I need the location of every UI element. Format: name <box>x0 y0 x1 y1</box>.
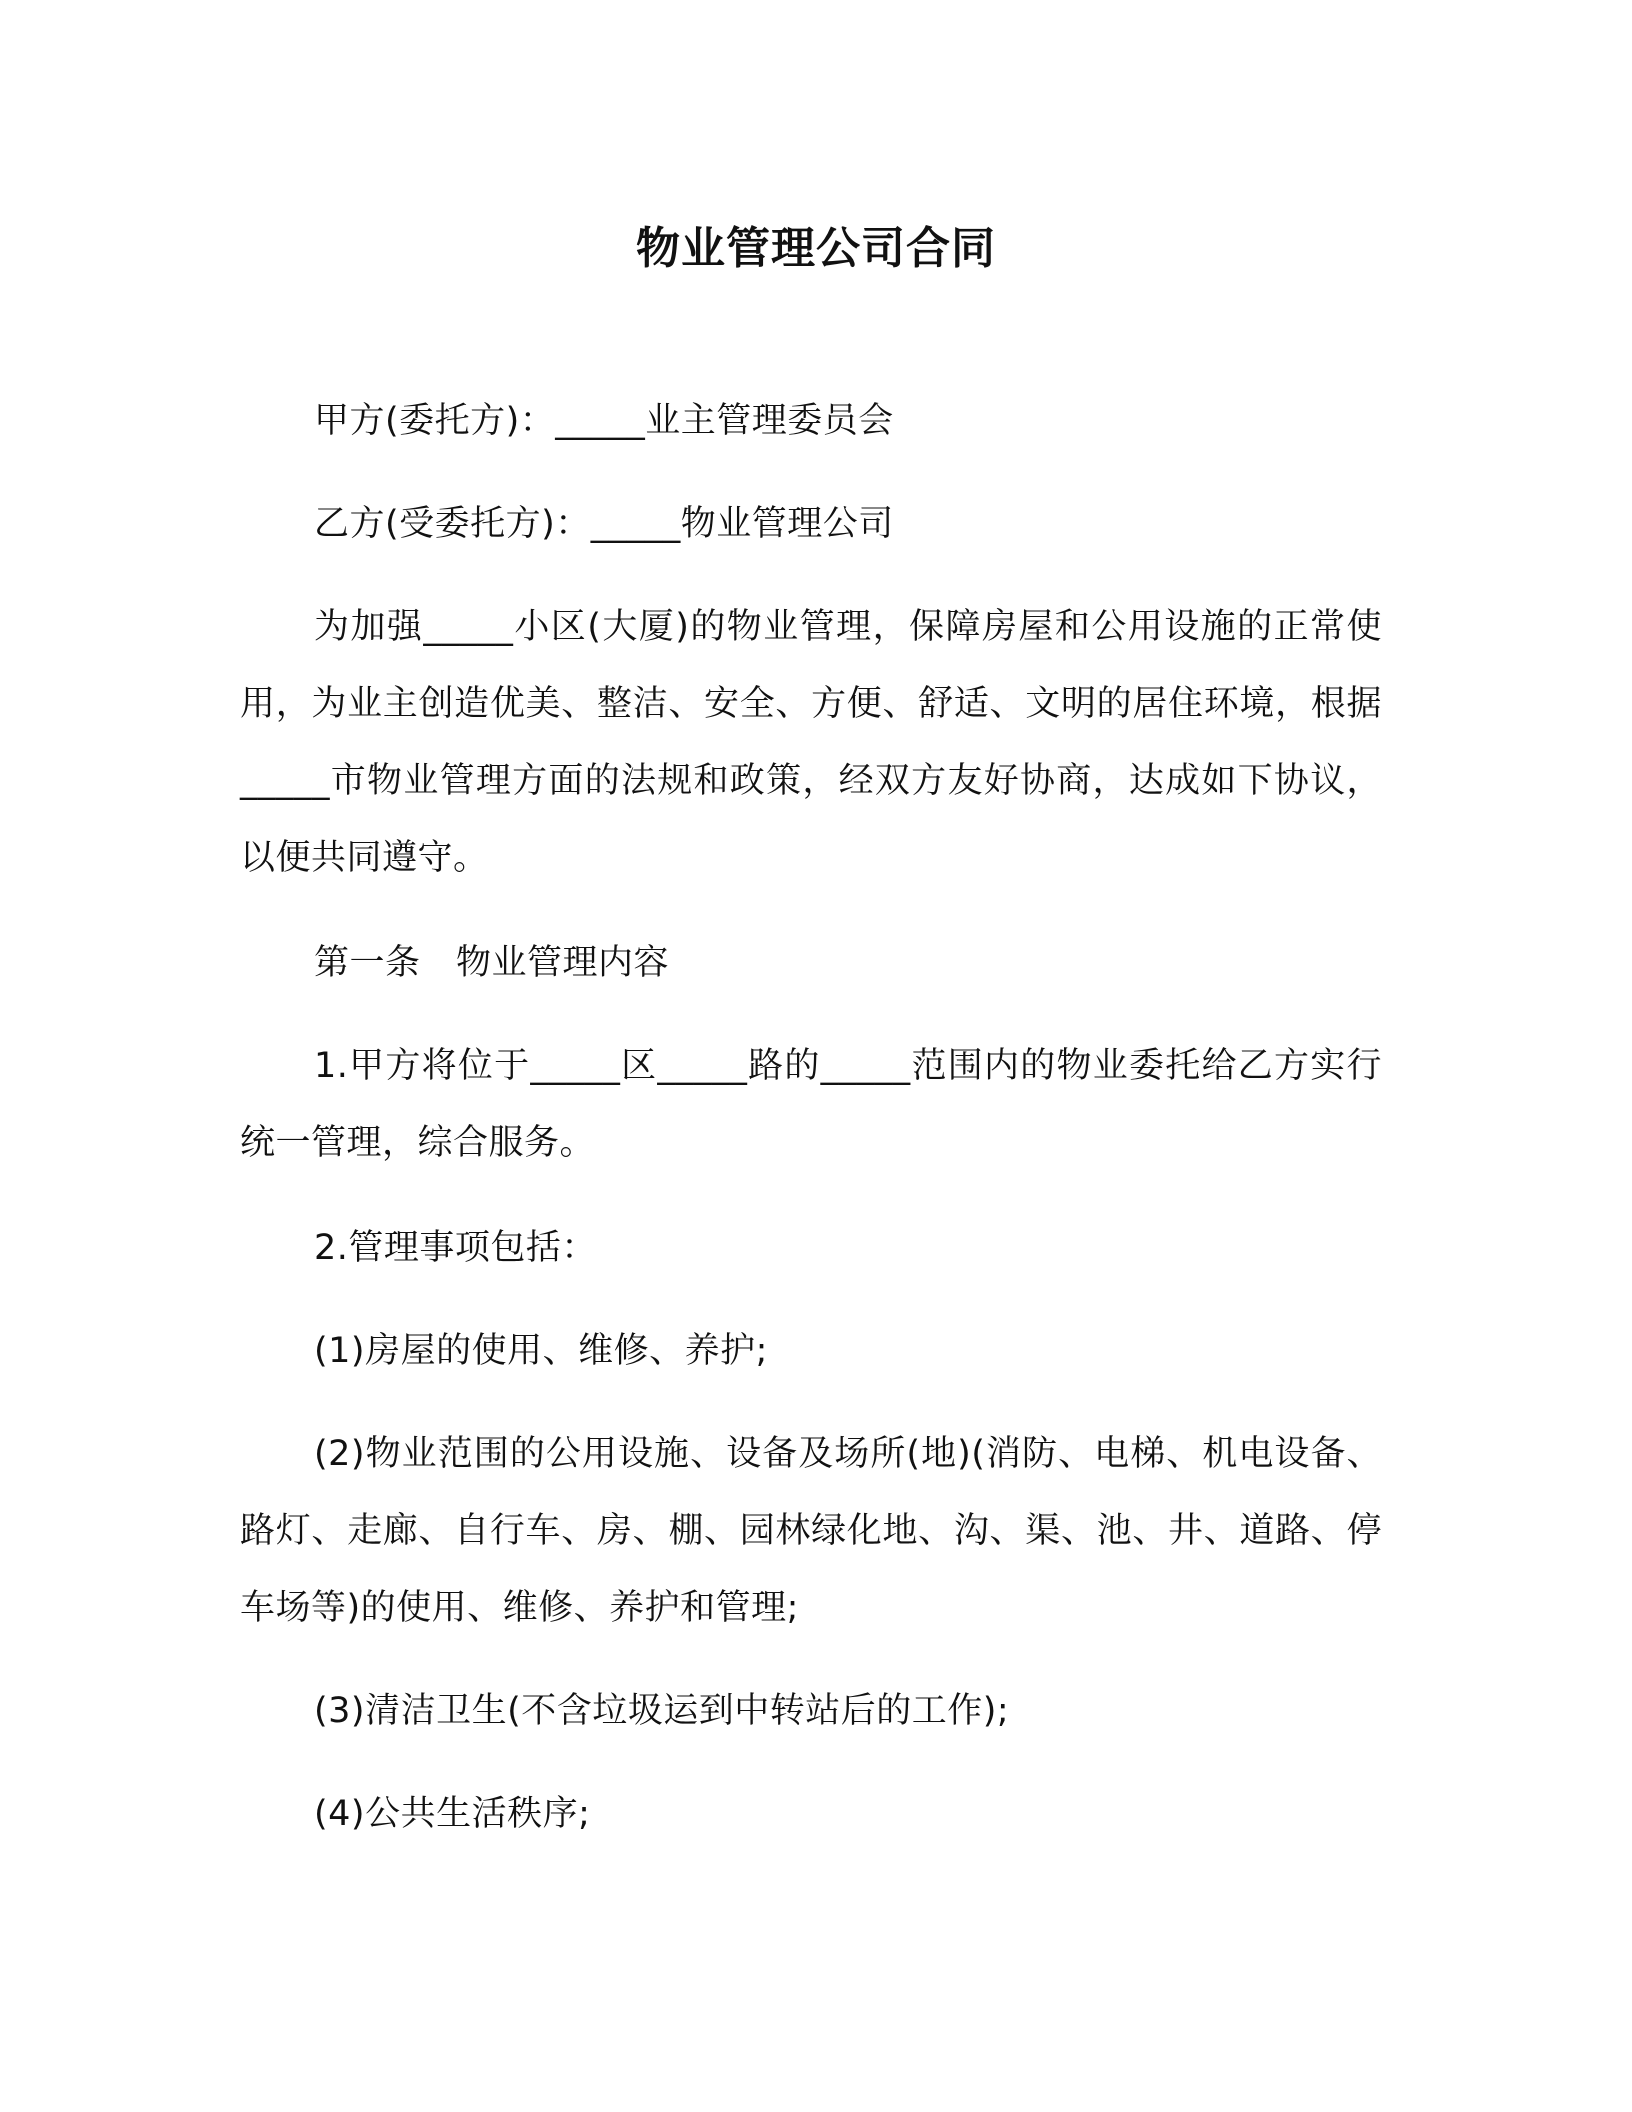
item-4: (4)公共生活秩序; <box>314 1794 591 1834</box>
document-title: 物业管理公司合同 <box>636 223 996 274</box>
party-a-line: 甲方(委托方)：_____业主管理委员会 <box>314 401 894 441</box>
party-b-line: 乙方(受委托方)：_____物业管理公司 <box>314 504 894 544</box>
item-2: (2)物业范围的公用设施、设备及场所(地)(消防、电梯、机电设备、路灯、走廊、自行车、房、棚、园林绿化地、沟、渠、池、井、道路、停车场等)的使用、维修、养护和管理; <box>240 1434 1382 1628</box>
item-3: (3)清洁卫生(不含垃圾运到中转站后的工作); <box>314 1691 1010 1731</box>
clause-2-heading: 2.管理事项包括： <box>314 1228 597 1268</box>
preamble-paragraph: 为加强_____小区(大厦)的物业管理，保障房屋和公用设施的正常使用，为业主创造优美、整洁、安全、方便、舒适、文明的居住环境，根据_____市物业管理方面的法规和政策，经双方友好协商，达成如下协议，以便共同遵守。 <box>240 607 1382 878</box>
article-1-heading: 第一条 物业管理内容 <box>314 943 670 983</box>
clause-1-paragraph: 1.甲方将位于_____区_____路的_____范围内的物业委托给乙方实行统一管理，综合服务。 <box>240 1046 1382 1163</box>
item-1: (1)房屋的使用、维修、养护; <box>314 1331 768 1371</box>
